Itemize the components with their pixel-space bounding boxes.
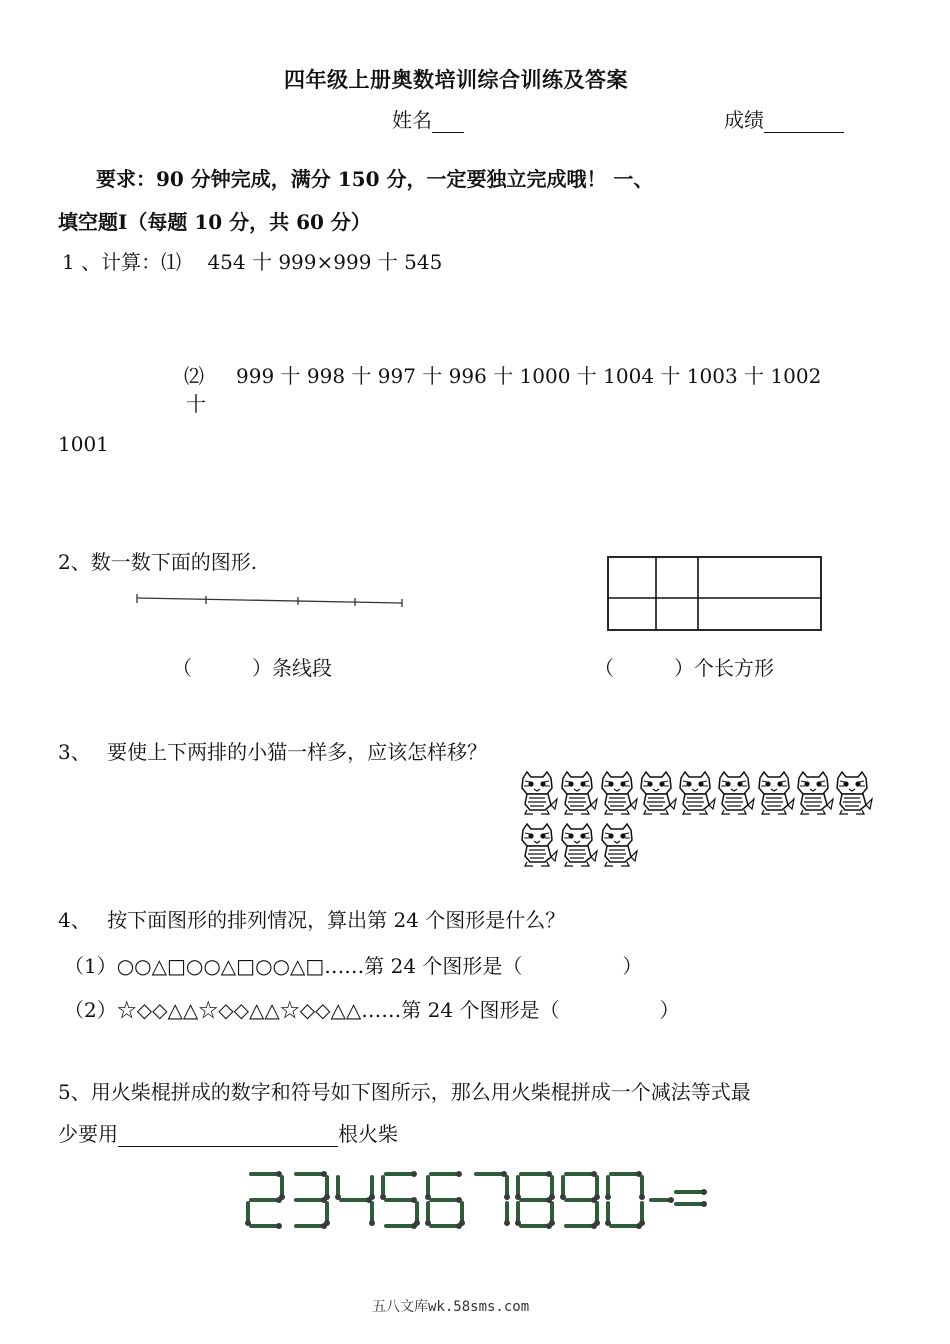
matchstick-symbol-10 [676, 1189, 707, 1207]
q1-part1: 1 、计算：⑴ 454 十 999×999 十 545 [62, 250, 443, 274]
matchstick-symbol-0 [245, 1171, 285, 1229]
matchstick-symbol-8 [605, 1171, 645, 1229]
footer-watermark: 五八文库wk.58sms.com [372, 1299, 530, 1315]
score-label: 成绩 [724, 108, 764, 132]
matchstick-symbol-7 [560, 1171, 600, 1229]
page-title: 四年级上册奥数培训综合训练及答案 [284, 67, 628, 92]
q5-line1: 5、用火柴棍拼成的数字和符号如下图所示，那么用火柴棍拼成一个减法等式最 [58, 1080, 751, 1104]
q1-part2-label: ⑵ [184, 364, 204, 388]
matchstick-symbol-6 [515, 1171, 555, 1229]
q4-line2: （2）☆◇◇△△☆◇◇△△☆◇◇△△……第 24 个图形是（ ） [64, 998, 680, 1022]
q4-prompt: 4、 按下面图形的排列情况，算出第 24 个图形是什么？ [58, 908, 566, 932]
q5-line2-post: 根火柴 [338, 1122, 398, 1146]
q5-line2-pre: 少要用 [58, 1122, 118, 1146]
q4-line1: （1）○○△□○○△□○○△□……第 24 个图形是（ ） [64, 954, 643, 978]
q1-part2-continuation: 1001 [58, 432, 109, 456]
requirement-text: 要求：90 分钟完成，满分 150 分，一定要独立完成哦！ 一、 [96, 167, 654, 191]
q1-part2-plus: 十 [186, 392, 206, 416]
matchstick-symbol-3 [380, 1171, 420, 1229]
matchstick-symbol-5 [476, 1171, 510, 1226]
matchstick-symbol-2 [335, 1177, 375, 1226]
matchstick-symbol-1 [296, 1171, 330, 1229]
q2-prompt: 2、数一数下面的图形. [58, 550, 258, 574]
q2-answer-segments: （ ）条线段 [172, 656, 332, 680]
q1-part2-expression: 999 十 998 十 997 十 996 十 1000 十 1004 十 1003 十 1002 [236, 364, 822, 388]
q3-prompt: 3、 要使上下两排的小猫一样多，应该怎样移？ [58, 740, 488, 764]
section-heading: 填空题Ⅰ（每题 10 分，共 60 分） [58, 210, 371, 234]
matchstick-symbol-9 [651, 1197, 674, 1203]
matchstick-symbol-4 [425, 1171, 465, 1229]
name-label: 姓名 [392, 108, 432, 132]
q2-answer-rectangles: （ ）个长方形 [594, 656, 774, 680]
